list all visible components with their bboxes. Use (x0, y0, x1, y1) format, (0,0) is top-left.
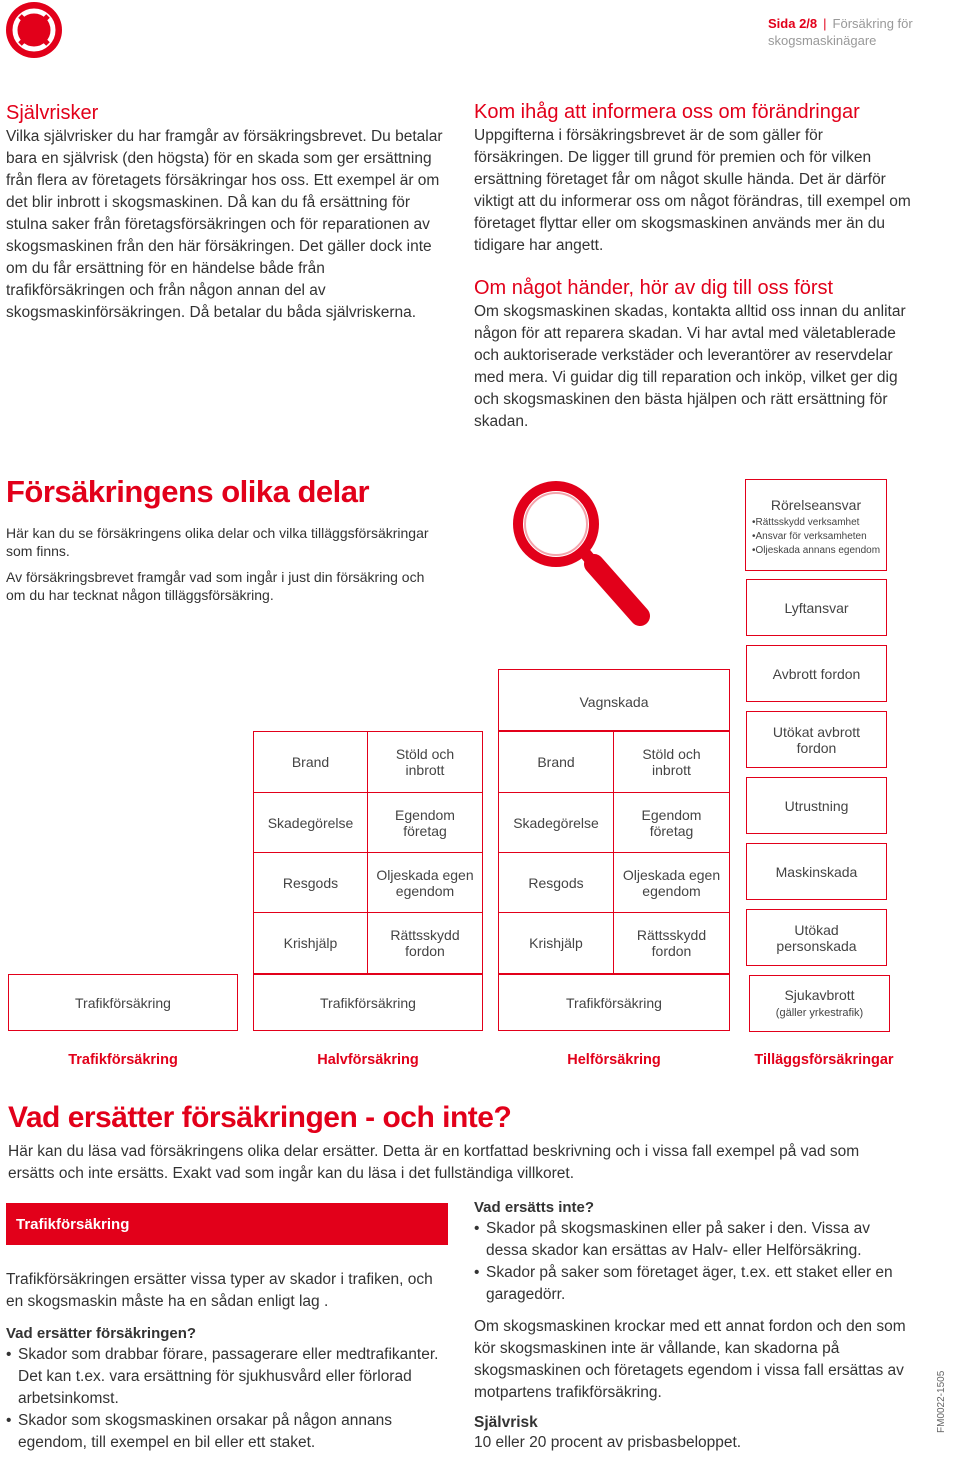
addon-sjukavbrott (749, 975, 890, 1032)
addon-rorelseansvar (745, 479, 887, 571)
rorelseansvar-item: •Ansvar för verksamheten (752, 531, 867, 542)
hel-grid (498, 731, 730, 974)
vagnskada-box (498, 669, 730, 731)
trafik-right-column (474, 1199, 914, 1454)
halv-resgods: Resgods (282, 875, 339, 891)
hor-av-heading: Om något händer, hör av dig till oss först (474, 277, 834, 299)
sjalvrisker-heading: Självrisker (6, 102, 99, 124)
delar-text-1: Här kan du se försäkringens olika delar och vilka tilläggsförsäkringar som finns. (6, 525, 429, 559)
list-item: • Skador på skogsmaskinen eller på saker i den. Vissa av dessa skador kan ersättas av Halv- eller Helförsäkring. (474, 1218, 914, 1262)
avbrott-label: Avbrott fordon (772, 666, 861, 682)
addon-maskinskada (746, 843, 887, 900)
hel-oljeskada: Oljeskada egen egendom (622, 867, 721, 899)
delar-text-2: Av försäkringsbrevet framgår vad som ingår i just din försäkring och om du har tecknat någon tilläggsförsäkring. (6, 569, 425, 603)
halv-krishjalp: Krishjälp (283, 935, 338, 951)
lifebuoy-logo-icon (6, 2, 62, 58)
halv-trafik-label: Trafikförsäkring (320, 994, 416, 1011)
maskinskada-label: Maskinskada (775, 863, 858, 880)
forandringar-text: Uppgifterna i försäkringsbrevet är de som gäller för försäkringen. De ligger till grund för premien och för vilken ersättning företaget får om något skulle hända. Det är därför viktigt att du informerar oss om något förändras, till exempel om företaget flyttar eller om skogsmaskinen används mer än du tidigare har angett. (474, 127, 911, 254)
hel-column-trafikforsakring (498, 974, 730, 1031)
forandringar-heading: Kom ihåg att informera oss om förändringar (474, 101, 860, 123)
ersatts-heading: Vad ersätter försäkringen? (6, 1325, 197, 1342)
list-item: • Skador som skogsmaskinen orsakar på någon annans egendom, till exempel en bil eller ett staket. (6, 1410, 446, 1454)
inte-list (474, 1218, 914, 1306)
hel-stold: Stöld och inbrott (642, 746, 701, 778)
column-label-hel: Helförsäkring (567, 1052, 661, 1068)
vad-ersatter-heading: Vad ersätter försäkringen - och inte? (8, 1101, 512, 1134)
halv-oljeskada: Oljeskada egen egendom (376, 867, 474, 899)
rorelseansvar-label: Rörelseansvar (770, 497, 862, 513)
halv-rattsskydd: Rättsskydd fordon (390, 927, 460, 959)
column-label-trafik: Trafikförsäkring (68, 1052, 178, 1068)
page-header (768, 15, 918, 49)
sjukavbrott-note: (gäller yrkestrafik) (775, 1007, 864, 1019)
list-item: • Skador som drabbar förare, passagerare eller medtrafikanter. Det kan t.ex. vara ersättning för sjukhusvård eller förlorad arbetsinkomst. (6, 1344, 446, 1410)
doc-title: Försäkring för (832, 16, 913, 31)
addon-lyftansvar (746, 579, 887, 636)
page-number: Sida 2/8 (768, 16, 818, 31)
hel-egendom: Egendom företag (641, 807, 702, 839)
header-separator: | (823, 16, 827, 31)
hel-skadegorelse: Skadegörelse (513, 815, 599, 831)
hel-rattsskydd: Rättsskydd fordon (636, 927, 707, 959)
utokat-avbrott-label: Utökat avbrott fordon (772, 723, 861, 756)
hor-av-text: Om skogsmaskinen skadas, kontakta alltid oss innan du anlitar någon för att reparera skadan. Vi har avtal med väletablerade och auktoriserade verkstäder och leverantörer av reservdelar med mera. Vi guidar dig till reparation och inköp, vilket ger dig och skogsmaskinen den bästa hjälpen och rätt ersättning för skadan. (474, 303, 906, 430)
hor-av-section (474, 277, 914, 433)
sjalvrisk-heading: Självrisk (474, 1414, 538, 1431)
delar-section (6, 474, 436, 604)
vagnskada-label: Vagnskada (579, 694, 649, 710)
forandringar-section (474, 101, 914, 257)
magnifying-glass-icon (508, 474, 658, 634)
sjukavbrott-label: Sjukavbrott (784, 987, 855, 1003)
rorelseansvar-items (752, 516, 886, 558)
trafik-left-column (6, 1269, 446, 1454)
halv-stold: Stöld och inbrott (395, 746, 455, 778)
hel-krishjalp: Krishjälp (529, 935, 583, 951)
list-item: • Skador på saker som företaget äger, t.ex. ett staket eller en garagedörr. (474, 1262, 914, 1306)
sjalvrisker-text: Vilka självrisker du har framgår av försäkringsbrevet. Du betalar bara en självrisk (den högsta) för en skada som ger ersättning från flera av företagets försäkringar hos oss. Ett exempel är om det blir inbrott i skogsmaskinen. Då kan du få ersättning för stulna saker från företagsförsäkringen och för reparationen av skogsmaskinen från den här försäkringen. Det gäller dock inte om du får ersättning för en händelse både från trafikförsäkringen och från någon annan del av skogsmaskinförsäkringen. Då betalar du båda självriskerna. (6, 128, 443, 321)
vad-ersatter-section (8, 1101, 908, 1185)
trafikforsakring-bar-label: Trafikförsäkring (16, 1215, 130, 1233)
rorelseansvar-item: •Rättsskydd verksamhet (752, 517, 860, 528)
delar-heading: Försäkringens olika delar (6, 474, 370, 509)
hel-brand: Brand (537, 754, 575, 770)
addon-utokat-avbrott (746, 711, 887, 768)
sjalvrisk-text: 10 eller 20 procent av prisbasbeloppet. (474, 1434, 742, 1451)
krock-text: Om skogsmaskinen krockar med ett annat fordon och den som kör skogsmaskinen inte är vållande, kan skadorna på skogsmaskinen och företagets egendom i vissa fall ersättas av motpartens trafikförsäkring. (474, 1318, 906, 1401)
halv-egendom: Egendom företag (395, 807, 455, 839)
lyftansvar-label: Lyftansvar (784, 599, 849, 616)
halv-skadegorelse: Skadegörelse (267, 815, 354, 831)
addon-utrustning (746, 777, 887, 834)
vad-ersatter-intro: Här kan du läsa vad försäkringens olika delar ersätter. Detta är en kortfattad beskrivning och i vissa fall exempel på vad som ersätts och inte ersätts. Exakt vad som ingår kan du läsa i det fullständiga villkoret. (8, 1143, 860, 1182)
hel-trafik-label: Trafikförsäkring (566, 994, 662, 1011)
halv-brand: Brand (291, 754, 330, 770)
halv-column-trafikforsakring (253, 974, 483, 1031)
inte-heading: Vad ersätts inte? (474, 1199, 595, 1216)
trafik-label: Trafikförsäkring (75, 994, 171, 1011)
column-label-tillagg: Tilläggsförsäkringar (754, 1052, 894, 1068)
halv-grid (253, 731, 483, 974)
addon-avbrott (746, 645, 887, 702)
hel-resgods: Resgods (528, 875, 584, 891)
trafik-column-trafikforsakring (8, 974, 238, 1031)
sjalvrisker-section (6, 102, 446, 324)
column-label-halv: Halvförsäkring (317, 1052, 419, 1068)
utokad-personskada-label: Utökad personskada (776, 921, 857, 954)
trafik-text: Trafikförsäkringen ersätter vissa typer av skador i trafiken, och en skogsmaskin måste ha en sådan enligt lag . (6, 1271, 433, 1310)
rorelseansvar-item: •Oljeskada annans egendom (752, 545, 881, 556)
doc-title-line2: skogsmaskinägare (768, 33, 877, 48)
ersatts-list (6, 1344, 446, 1454)
document-code: FM0022-1505 (936, 1370, 947, 1433)
utrustning-label: Utrustning (784, 797, 849, 814)
trafikforsakring-bar (6, 1203, 448, 1245)
addon-utokad-personskada (746, 909, 887, 966)
